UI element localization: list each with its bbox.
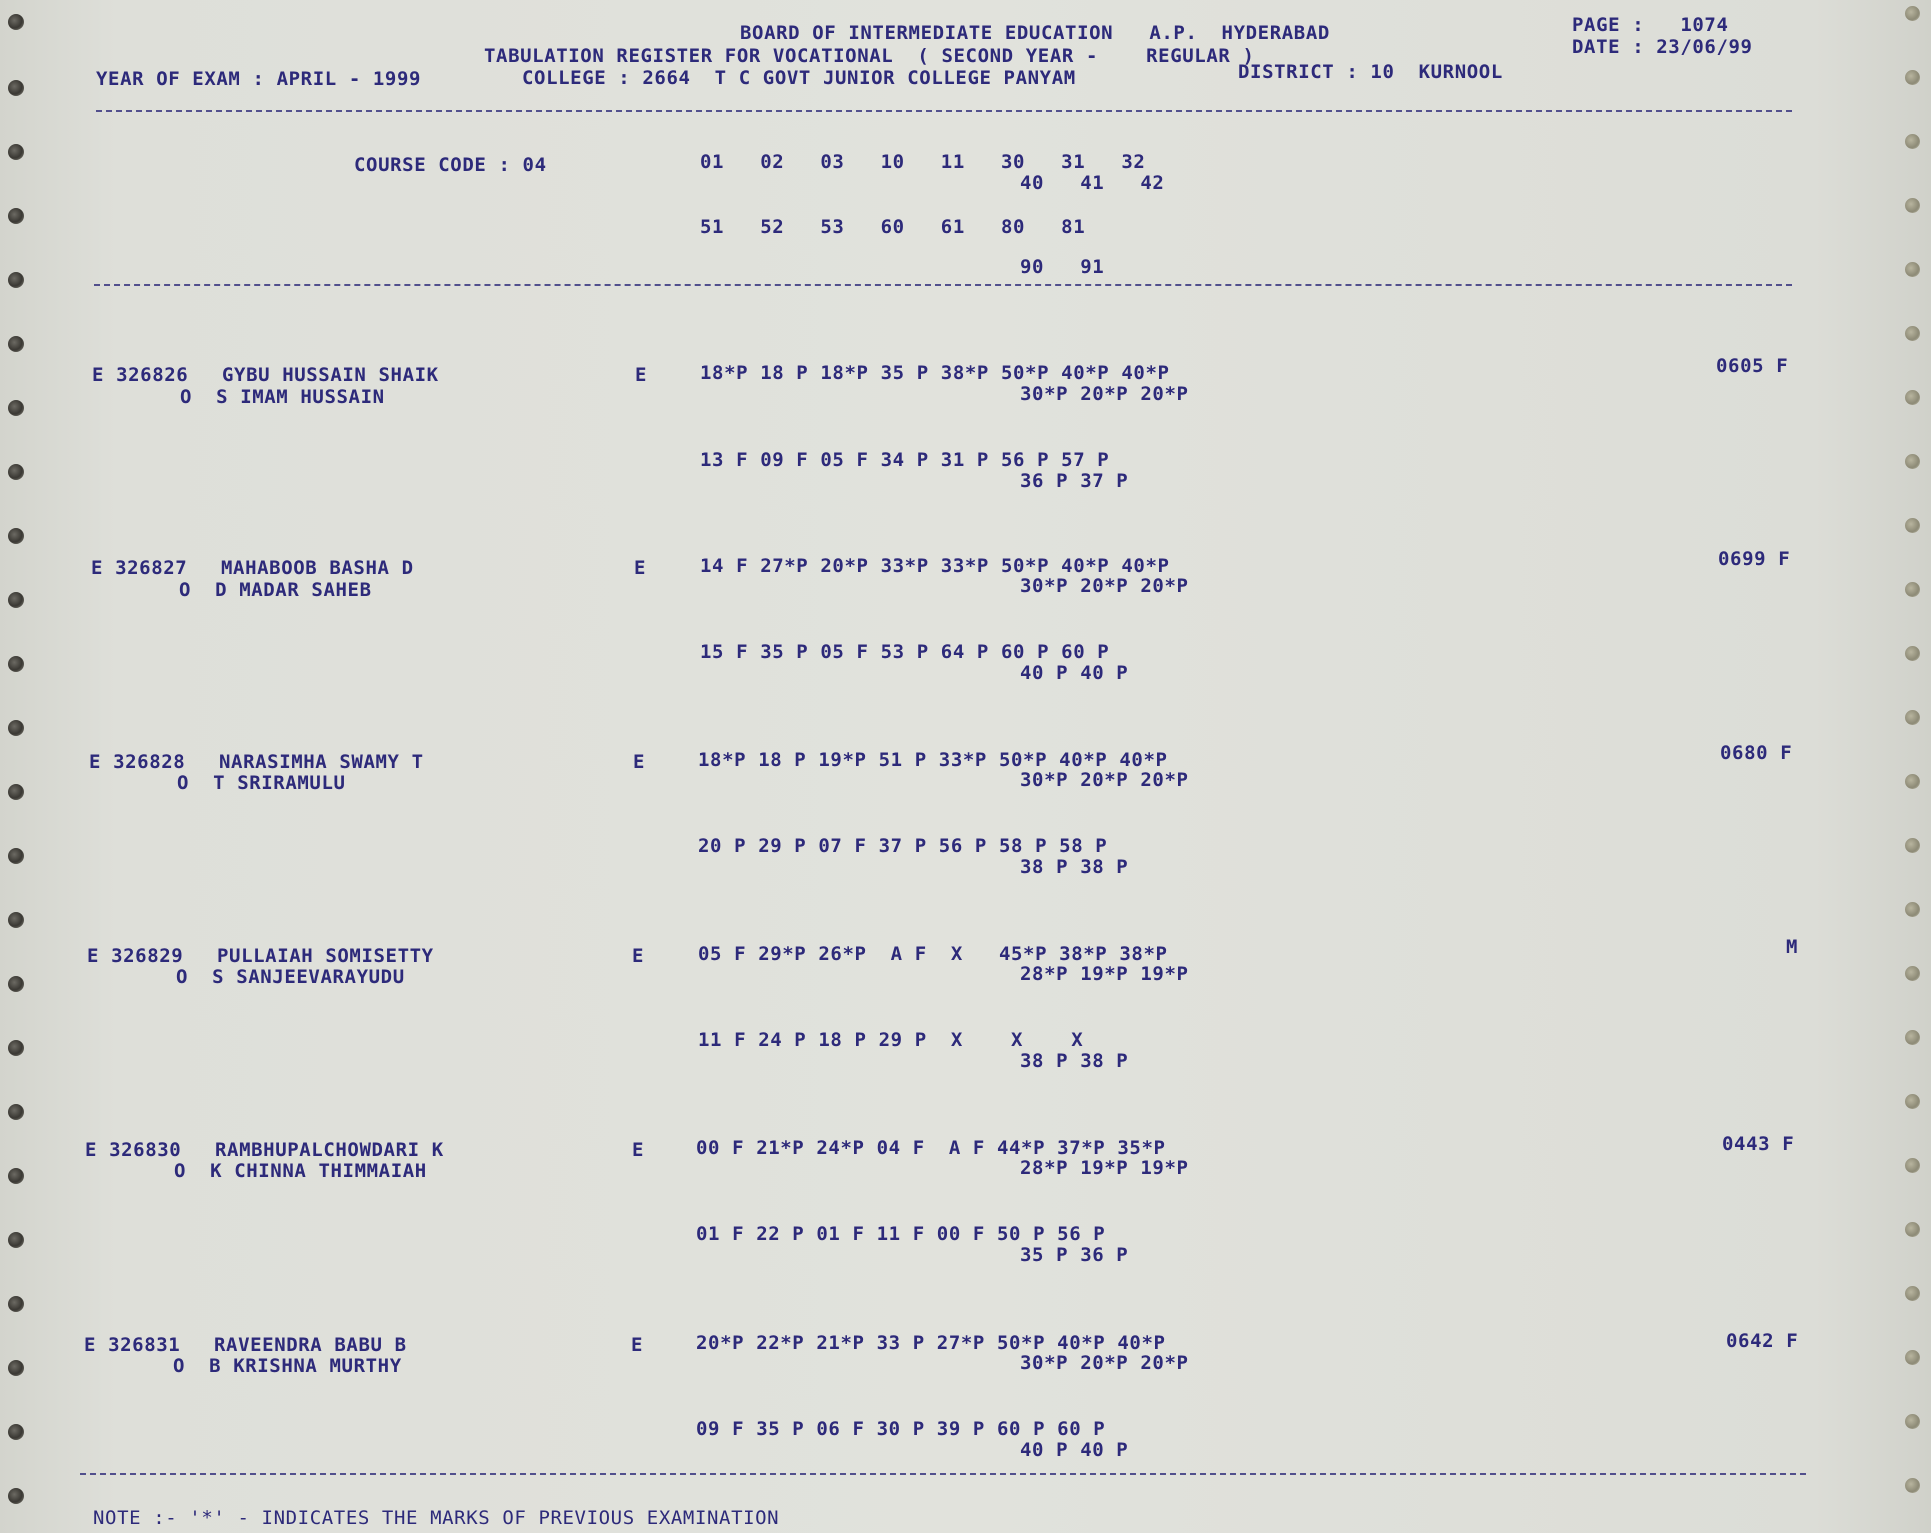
sprocket-hole-icon [8, 400, 24, 416]
sprocket-hole-icon [1905, 518, 1920, 533]
sprocket-hole-icon [8, 1040, 24, 1056]
roll-number: E 326826 [92, 364, 189, 386]
subject-codes-row1b: 40 41 42 [1020, 172, 1165, 194]
sprocket-hole-icon [8, 592, 24, 608]
marks-line2b: 38 P 38 P [1020, 856, 1129, 878]
medium: E [632, 945, 645, 967]
medium: E [634, 557, 647, 579]
sprocket-hole-icon [1905, 1286, 1920, 1301]
roll-number: E 326827 [91, 557, 188, 579]
sprocket-hole-icon [8, 464, 24, 480]
sprocket-hole-icon [8, 80, 24, 96]
father-name: O T SRIRAMULU [177, 772, 346, 794]
marks-line1: 05 F 29*P 26*P A F X 45*P 38*P 38*P [698, 943, 1168, 965]
marks-line1b: 30*P 20*P 20*P [1020, 1352, 1189, 1374]
sprocket-hole-icon [1905, 1030, 1920, 1045]
sprocket-hole-icon [1905, 1478, 1920, 1493]
sprocket-hole-icon [8, 912, 24, 928]
sprocket-hole-icon [8, 1296, 24, 1312]
subject-codes-row1: 01 02 03 10 11 30 31 32 [700, 151, 1146, 173]
sprocket-hole-icon [8, 848, 24, 864]
marks-line2: 01 F 22 P 01 F 11 F 00 F 50 P 56 P [696, 1223, 1106, 1245]
roll-number: E 326828 [89, 751, 186, 773]
marks-line2b: 40 P 40 P [1020, 662, 1129, 684]
sprocket-hole-icon [1905, 966, 1920, 981]
sprocket-hole-icon [1905, 1222, 1920, 1237]
marks-line1b: 30*P 20*P 20*P [1020, 575, 1189, 597]
student-name: MAHABOOB BASHA D [221, 557, 414, 579]
sprocket-hole-icon [1905, 454, 1920, 469]
marks-line1b: 30*P 20*P 20*P [1020, 383, 1189, 405]
father-name: O K CHINNA THIMMAIAH [174, 1160, 427, 1182]
sprocket-hole-icon [1905, 1414, 1920, 1429]
page-number: PAGE : 1074 [1572, 14, 1729, 36]
sprocket-hole-icon [8, 976, 24, 992]
sprocket-hole-icon [8, 784, 24, 800]
sprocket-hole-icon [1905, 134, 1920, 149]
marks-line1: 14 F 27*P 20*P 33*P 33*P 50*P 40*P 40*P [700, 555, 1170, 577]
course-divider [94, 284, 1792, 286]
sprocket-hole-icon [8, 272, 24, 288]
marks-line2: 09 F 35 P 06 F 30 P 39 P 60 P 60 P [696, 1418, 1106, 1440]
sprocket-hole-icon [1905, 326, 1920, 341]
sprocket-hole-icon [8, 656, 24, 672]
marks-line2b: 35 P 36 P [1020, 1244, 1129, 1266]
sprocket-hole-icon [8, 528, 24, 544]
sprocket-hole-icon [1905, 70, 1920, 85]
roll-number: E 326829 [87, 945, 184, 967]
marks-line1: 00 F 21*P 24*P 04 F A F 44*P 37*P 35*P [696, 1137, 1166, 1159]
medium: E [635, 364, 648, 386]
sprocket-hole-icon [1905, 1350, 1920, 1365]
sprocket-hole-icon [8, 1360, 24, 1376]
sprocket-hole-icon [8, 1424, 24, 1440]
father-name: O B KRISHNA MURTHY [173, 1355, 402, 1377]
student-name: NARASIMHA SWAMY T [219, 751, 424, 773]
marks-line1: 18*P 18 P 18*P 35 P 38*P 50*P 40*P 40*P [700, 362, 1170, 384]
student-name: PULLAIAH SOMISETTY [217, 945, 434, 967]
sprocket-hole-icon [8, 1168, 24, 1184]
sprocket-hole-icon [1905, 646, 1920, 661]
sprocket-hole-icon [8, 336, 24, 352]
sprocket-hole-icon [8, 14, 24, 30]
result-total: 0605 F [1716, 355, 1789, 377]
left-sprocket-holes [0, 0, 40, 1533]
sprocket-hole-icon [1905, 710, 1920, 725]
father-name: O S IMAM HUSSAIN [180, 386, 385, 408]
print-date: DATE : 23/06/99 [1572, 36, 1753, 58]
marks-line1b: 28*P 19*P 19*P [1020, 963, 1189, 985]
father-name: O S SANJEEVARAYUDU [176, 966, 405, 988]
marks-line2b: 40 P 40 P [1020, 1439, 1129, 1461]
father-name: O D MADAR SAHEB [179, 579, 372, 601]
marks-line2: 11 F 24 P 18 P 29 P X X X [698, 1029, 1084, 1051]
sprocket-hole-icon [8, 720, 24, 736]
student-name: RAMBHUPALCHOWDARI K [215, 1139, 444, 1161]
sprocket-hole-icon [1905, 774, 1920, 789]
course-code: COURSE CODE : 04 [354, 154, 547, 176]
sprocket-hole-icon [1905, 838, 1920, 853]
result-total: 0699 F [1718, 548, 1791, 570]
sprocket-hole-icon [1905, 6, 1920, 21]
year-of-exam: YEAR OF EXAM : APRIL - 1999 [96, 68, 422, 90]
result-total: 0680 F [1720, 742, 1793, 764]
medium: E [632, 1139, 645, 1161]
sprocket-hole-icon [8, 144, 24, 160]
sprocket-hole-icon [1905, 1158, 1920, 1173]
subject-codes-row2: 51 52 53 60 61 80 81 [700, 216, 1086, 238]
student-name: RAVEENDRA BABU B [214, 1334, 407, 1356]
sprocket-hole-icon [8, 1232, 24, 1248]
header-divider [96, 110, 1792, 112]
sprocket-hole-icon [1905, 582, 1920, 597]
marks-line2: 13 F 09 F 05 F 34 P 31 P 56 P 57 P [700, 449, 1110, 471]
marks-line2: 20 P 29 P 07 F 37 P 56 P 58 P 58 P [698, 835, 1108, 857]
result-total: 0642 F [1726, 1330, 1799, 1352]
marks-line1: 18*P 18 P 19*P 51 P 33*P 50*P 40*P 40*P [698, 749, 1168, 771]
footer-divider [80, 1473, 1806, 1475]
medium: E [633, 751, 646, 773]
footnote: NOTE :- '*' - INDICATES THE MARKS OF PREVIOUS EXAMINATION [93, 1507, 780, 1529]
sprocket-hole-icon [1905, 390, 1920, 405]
sprocket-hole-icon [1905, 902, 1920, 917]
district-info: DISTRICT : 10 KURNOOL [1238, 61, 1503, 83]
board-title: BOARD OF INTERMEDIATE EDUCATION A.P. HYDERABAD [740, 22, 1330, 44]
student-name: GYBU HUSSAIN SHAIK [222, 364, 439, 386]
register-title: TABULATION REGISTER FOR VOCATIONAL ( SECOND YEAR - REGULAR ) [484, 45, 1255, 67]
roll-number: E 326831 [84, 1334, 181, 1356]
roll-number: E 326830 [85, 1139, 182, 1161]
result-total: M [1786, 936, 1799, 958]
result-total: 0443 F [1722, 1133, 1795, 1155]
marks-line2b: 36 P 37 P [1020, 470, 1129, 492]
college-info: COLLEGE : 2664 T C GOVT JUNIOR COLLEGE PANYAM [522, 67, 1076, 89]
marks-line1: 20*P 22*P 21*P 33 P 27*P 50*P 40*P 40*P [696, 1332, 1166, 1354]
sprocket-hole-icon [8, 1104, 24, 1120]
marks-line2b: 38 P 38 P [1020, 1050, 1129, 1072]
right-sprocket-holes [1891, 0, 1931, 1533]
sprocket-hole-icon [8, 208, 24, 224]
subject-codes-row3: 90 91 [1020, 256, 1105, 278]
sprocket-hole-icon [1905, 262, 1920, 277]
sprocket-hole-icon [8, 1488, 24, 1504]
medium: E [631, 1334, 644, 1356]
sprocket-hole-icon [1905, 1094, 1920, 1109]
marks-line2: 15 F 35 P 05 F 53 P 64 P 60 P 60 P [700, 641, 1110, 663]
marks-line1b: 30*P 20*P 20*P [1020, 769, 1189, 791]
sprocket-hole-icon [1905, 198, 1920, 213]
marks-line1b: 28*P 19*P 19*P [1020, 1157, 1189, 1179]
